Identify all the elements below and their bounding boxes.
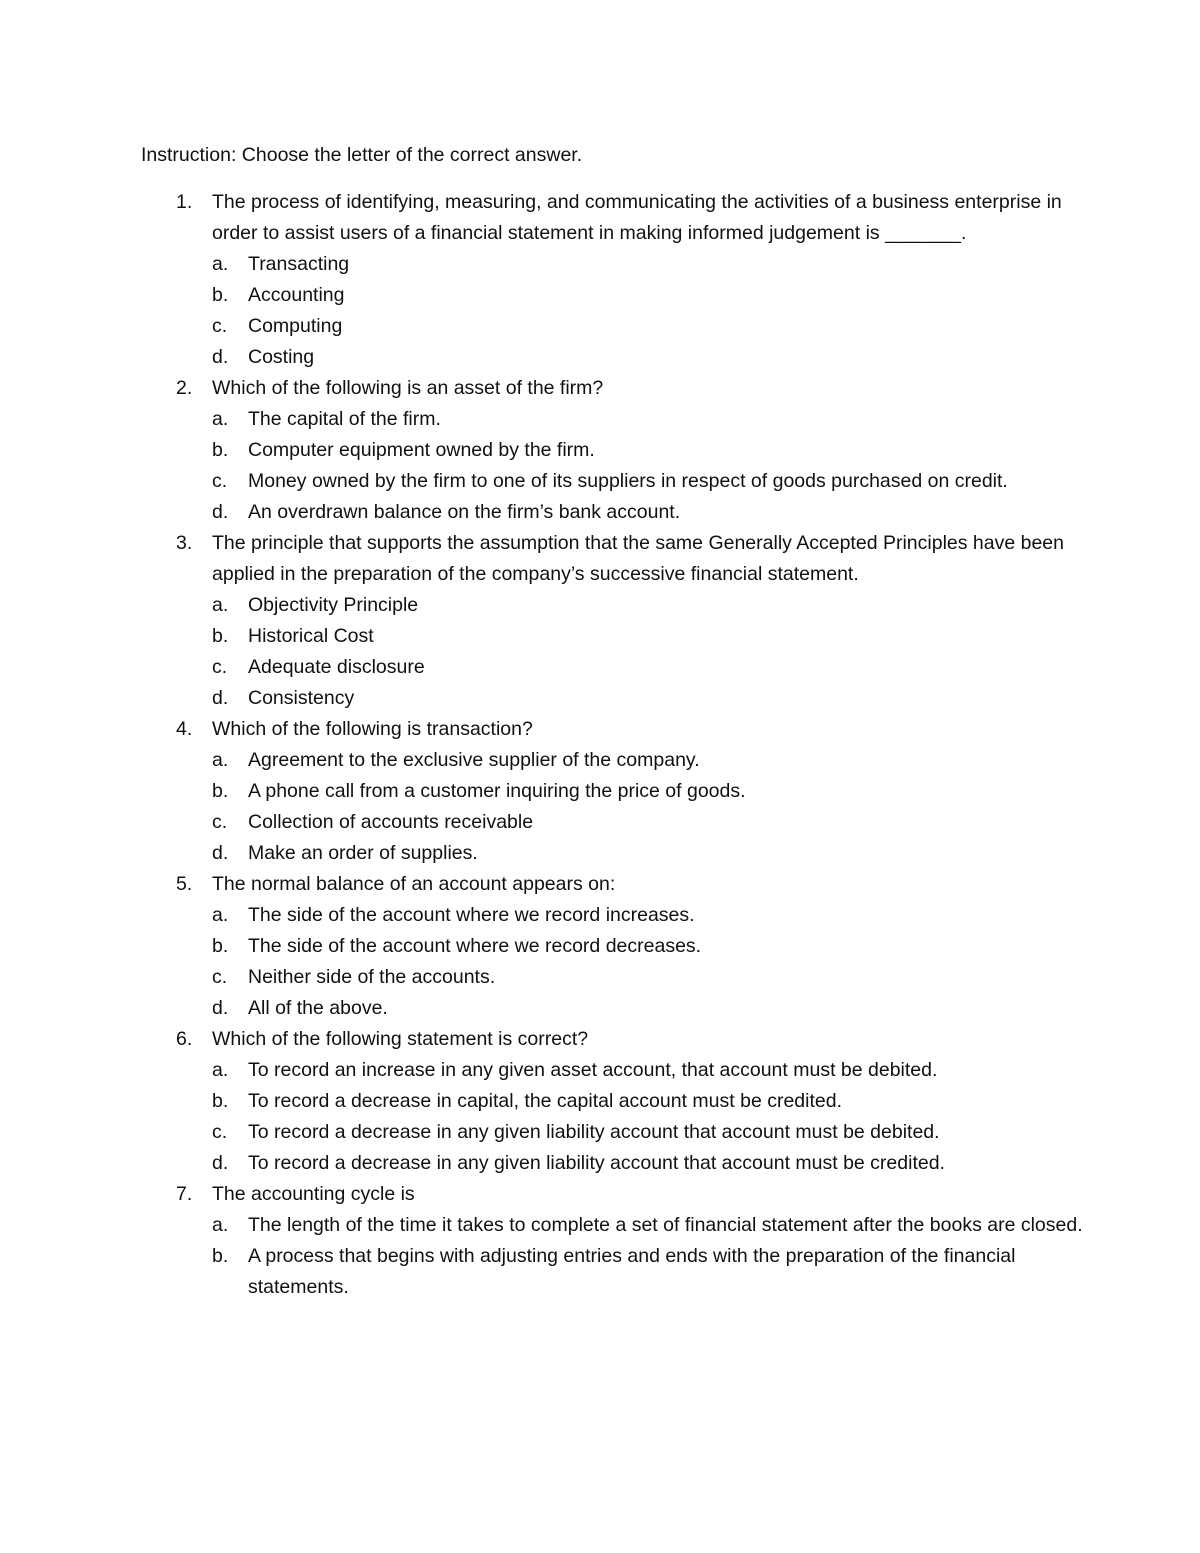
answer-option xyxy=(212,311,1100,342)
answer-options xyxy=(212,745,1100,869)
answer-option xyxy=(212,497,1100,528)
question-text: Which of the following is an asset of the firm? xyxy=(212,377,604,399)
option-text: To record an increase in any given asset account, that account must be debited. xyxy=(248,1059,938,1081)
answer-option xyxy=(212,1148,1100,1179)
option-text: To record a decrease in capital, the capital account must be credited. xyxy=(248,1090,842,1112)
question-number: 7. xyxy=(176,1183,193,1205)
answer-option xyxy=(212,807,1100,838)
question-text: Which of the following statement is correct? xyxy=(212,1028,589,1050)
answer-option xyxy=(212,776,1100,807)
answer-options xyxy=(212,249,1100,373)
answer-option xyxy=(212,652,1100,683)
option-text: Transacting xyxy=(248,253,350,275)
answer-option xyxy=(212,590,1100,621)
answer-option xyxy=(212,931,1100,962)
option-letter: b. xyxy=(212,780,229,802)
answer-option xyxy=(212,962,1100,993)
option-text: Make an order of supplies. xyxy=(248,842,478,864)
option-letter: b. xyxy=(212,1245,229,1267)
question-text: The normal balance of an account appears on: xyxy=(212,873,616,895)
option-letter: a. xyxy=(212,1059,229,1081)
option-text: Money owned by the firm to one of its suppliers in respect of goods purchased on credit. xyxy=(248,470,1008,492)
option-letter: d. xyxy=(212,687,229,709)
question-number: 1. xyxy=(176,191,193,213)
option-letter: c. xyxy=(212,656,228,678)
option-text: Computing xyxy=(248,315,343,337)
option-letter: b. xyxy=(212,935,229,957)
option-text: Agreement to the exclusive supplier of the company. xyxy=(248,749,700,771)
option-letter: a. xyxy=(212,408,229,430)
question-item xyxy=(141,1024,1100,1179)
option-text: Historical Cost xyxy=(248,625,374,647)
option-letter: c. xyxy=(212,470,228,492)
option-text: To record a decrease in any given liability account that account must be credited. xyxy=(248,1152,945,1174)
answer-option xyxy=(212,838,1100,869)
option-text: To record a decrease in any given liability account that account must be debited. xyxy=(248,1121,940,1143)
option-letter: b. xyxy=(212,284,229,306)
option-text: Computer equipment owned by the firm. xyxy=(248,439,595,461)
option-letter: a. xyxy=(212,904,229,926)
option-letter: b. xyxy=(212,625,229,647)
answer-option xyxy=(212,249,1100,280)
answer-option xyxy=(212,993,1100,1024)
question-item xyxy=(141,373,1100,528)
answer-option xyxy=(212,280,1100,311)
option-text: The side of the account where we record increases. xyxy=(248,904,695,926)
option-text: Neither side of the accounts. xyxy=(248,966,496,988)
option-letter: d. xyxy=(212,346,229,368)
option-letter: c. xyxy=(212,966,228,988)
option-text: The capital of the firm. xyxy=(248,408,441,430)
answer-option xyxy=(212,683,1100,714)
option-text: Objectivity Principle xyxy=(248,594,419,616)
answer-options xyxy=(212,900,1100,1024)
option-letter: a. xyxy=(212,253,229,275)
option-letter: c. xyxy=(212,315,228,337)
answer-option xyxy=(212,342,1100,373)
question-item xyxy=(141,528,1100,714)
option-text: Costing xyxy=(248,346,315,368)
question-number: 4. xyxy=(176,718,193,740)
option-text: Collection of accounts receivable xyxy=(248,811,534,833)
answer-option xyxy=(212,1055,1100,1086)
option-text: The length of the time it takes to complete a set of financial statement after the books are closed. xyxy=(248,1214,1083,1236)
question-text: The accounting cycle is xyxy=(212,1183,415,1205)
option-letter: d. xyxy=(212,997,229,1019)
option-letter: c. xyxy=(212,1121,228,1143)
answer-option xyxy=(212,1210,1100,1241)
option-letter: a. xyxy=(212,594,229,616)
option-text: The side of the account where we record decreases. xyxy=(248,935,702,957)
option-text: A process that begins with adjusting entries and ends with the preparation of the financial statements. xyxy=(248,1245,1021,1298)
answer-option xyxy=(212,1241,1100,1303)
question-number: 6. xyxy=(176,1028,193,1050)
option-letter: b. xyxy=(212,1090,229,1112)
question-text: Which of the following is transaction? xyxy=(212,718,533,740)
option-text: Accounting xyxy=(248,284,345,306)
answer-option xyxy=(212,900,1100,931)
option-letter: a. xyxy=(212,1214,229,1236)
answer-option xyxy=(212,466,1100,497)
question-text: The process of identifying, measuring, and communicating the activities of a business enterprise in order to assist users of a financial statement in making informed judgement is _______. xyxy=(212,191,1068,244)
answer-options xyxy=(212,404,1100,528)
answer-option xyxy=(212,435,1100,466)
answer-option xyxy=(212,621,1100,652)
option-letter: d. xyxy=(212,1152,229,1174)
option-letter: d. xyxy=(212,842,229,864)
question-list xyxy=(141,187,1100,1303)
instruction-text: Instruction: Choose the letter of the correct answer. xyxy=(141,144,583,166)
question-number: 5. xyxy=(176,873,193,895)
question-item xyxy=(141,869,1100,1024)
answer-option xyxy=(212,745,1100,776)
option-text: A phone call from a customer inquiring the price of goods. xyxy=(248,780,746,802)
answer-options xyxy=(212,1210,1100,1303)
question-text: The principle that supports the assumption that the same Generally Accepted Principles have been applied in the preparation of the company’s successive financial statement. xyxy=(212,532,1070,585)
option-text: An overdrawn balance on the firm’s bank account. xyxy=(248,501,681,523)
answer-options xyxy=(212,1055,1100,1179)
question-item xyxy=(141,1179,1100,1303)
question-number: 2. xyxy=(176,377,193,399)
option-letter: b. xyxy=(212,439,229,461)
option-letter: a. xyxy=(212,749,229,771)
option-letter: c. xyxy=(212,811,228,833)
answer-option xyxy=(212,1086,1100,1117)
answer-option xyxy=(212,1117,1100,1148)
option-text: Adequate disclosure xyxy=(248,656,425,678)
option-text: All of the above. xyxy=(248,997,388,1019)
question-item xyxy=(141,187,1100,373)
answer-option xyxy=(212,404,1100,435)
option-letter: d. xyxy=(212,501,229,523)
answer-options xyxy=(212,590,1100,714)
question-number: 3. xyxy=(176,532,193,554)
question-item xyxy=(141,714,1100,869)
option-text: Consistency xyxy=(248,687,355,709)
